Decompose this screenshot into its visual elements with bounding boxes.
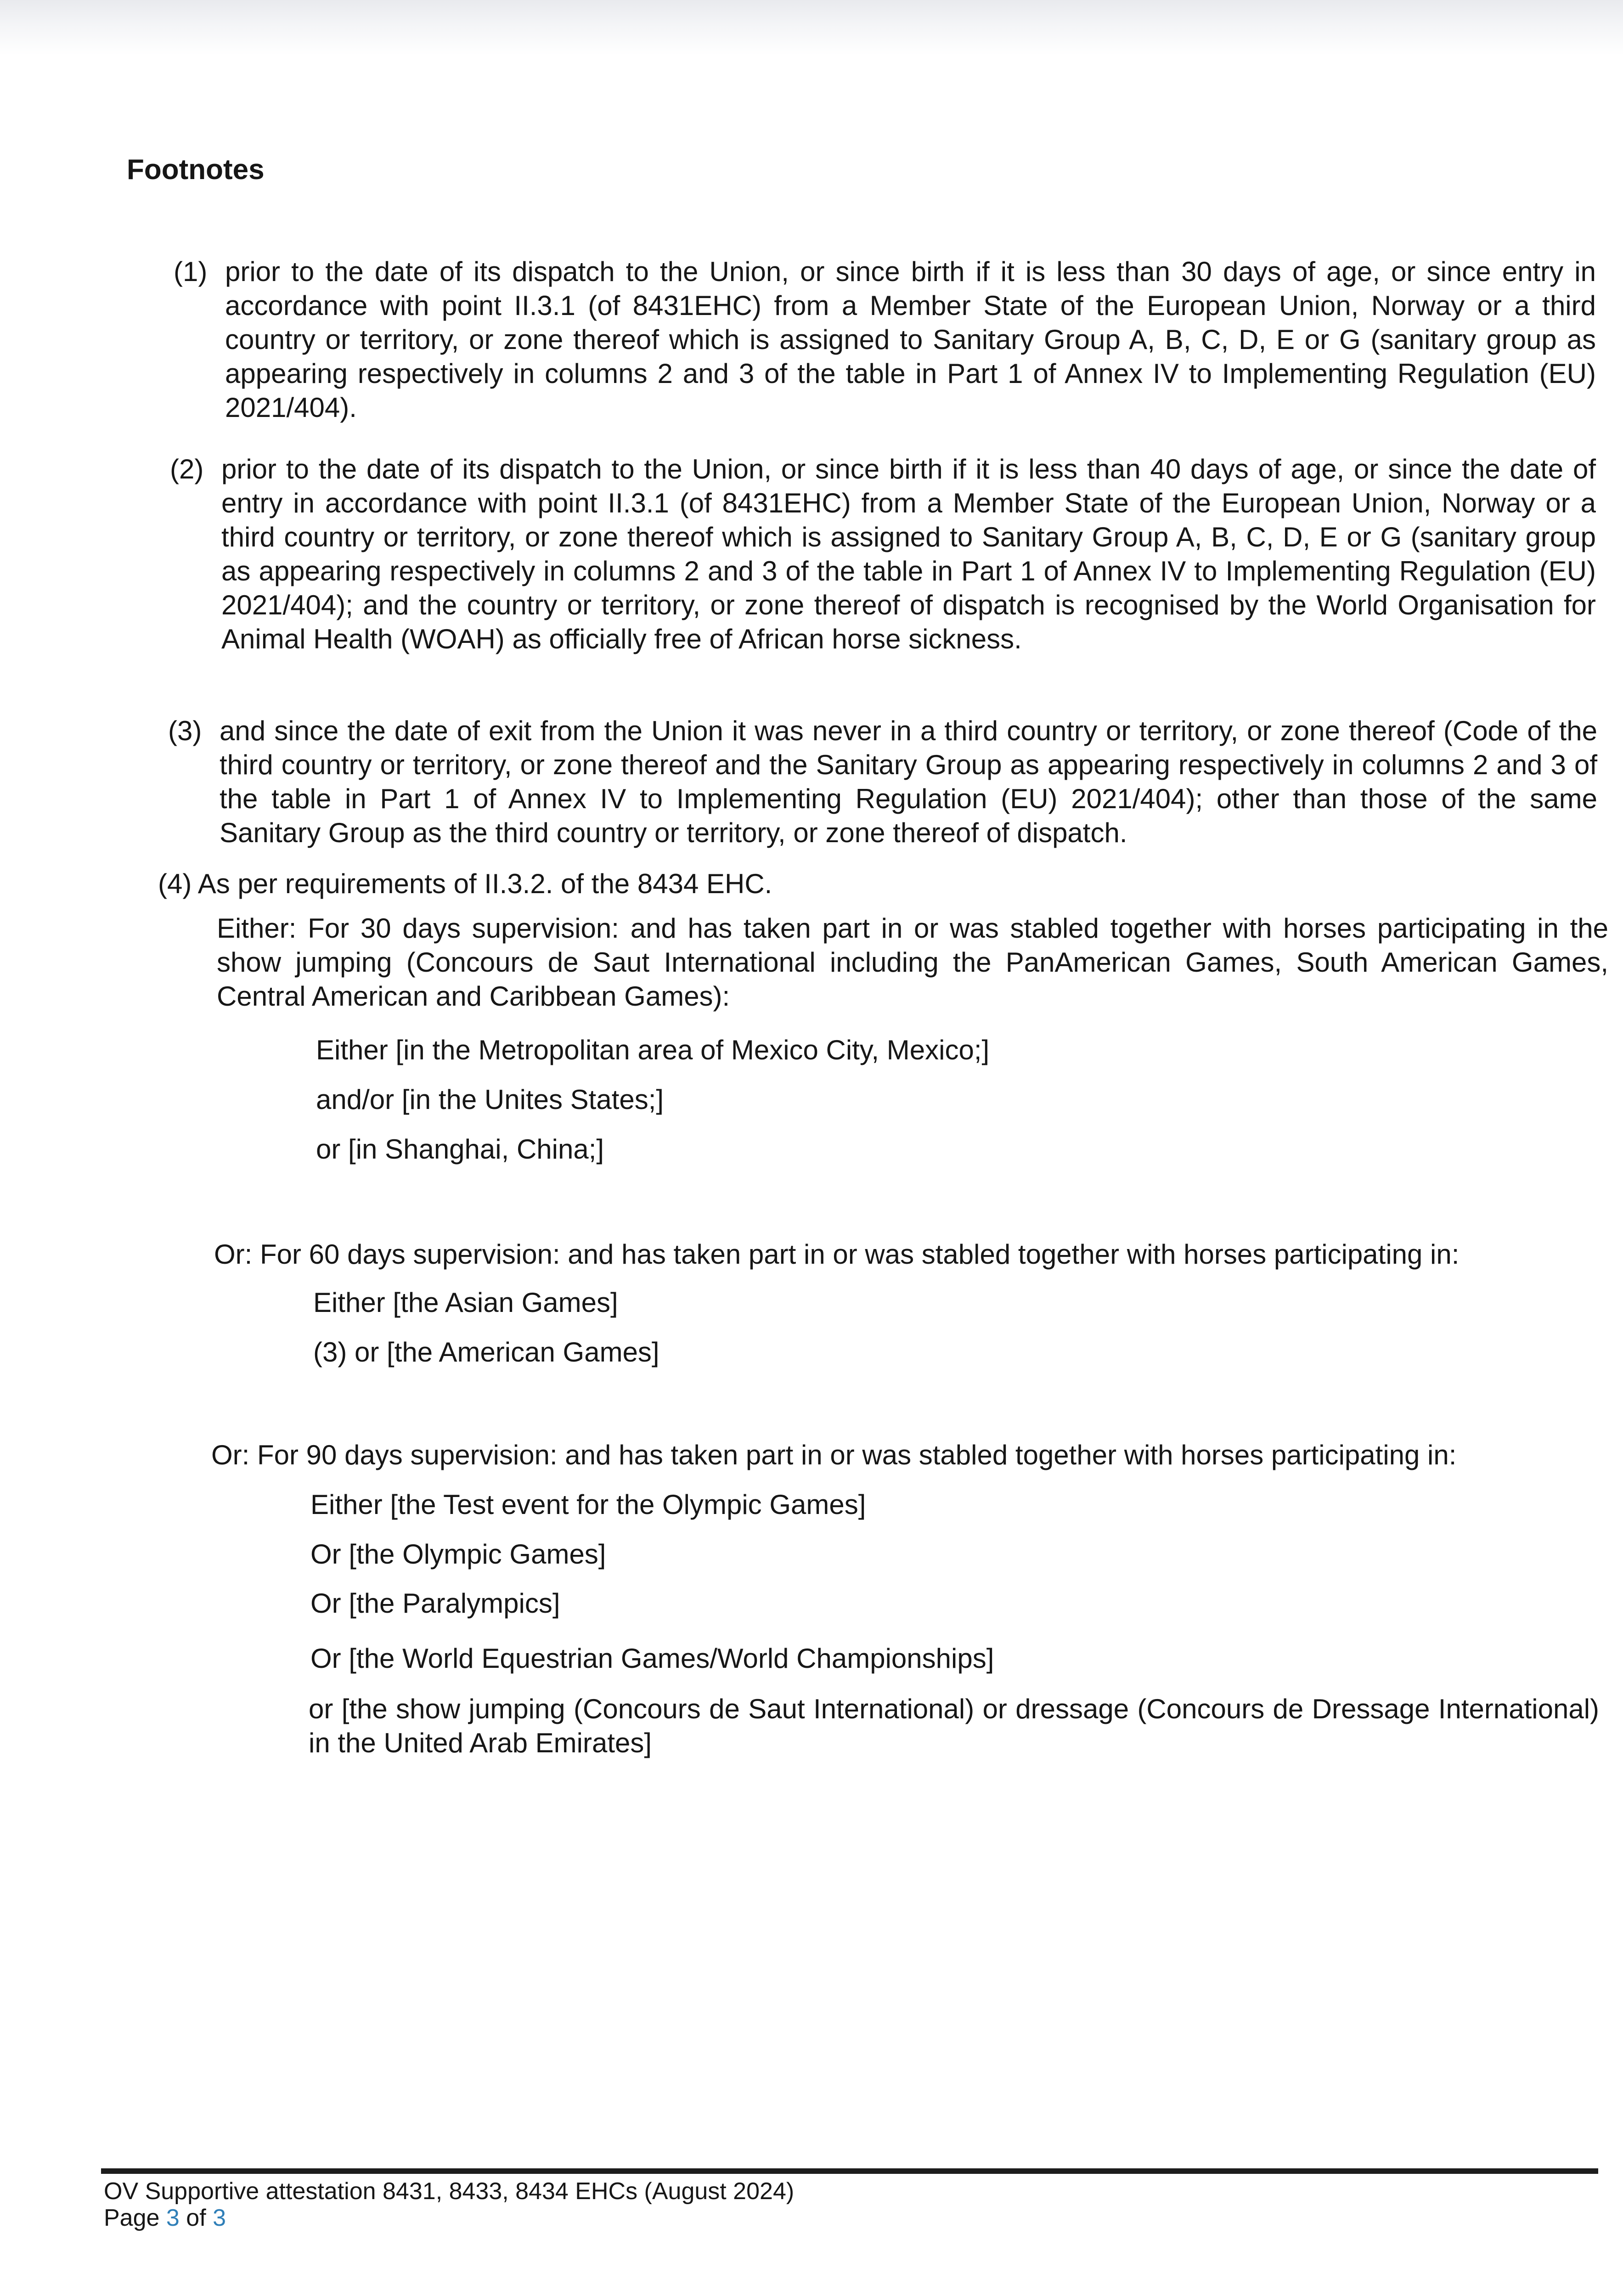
footnote-1 <box>174 255 1596 425</box>
option-90-item-5: or [the show jumping (Concours de Saut International) or dressage (Concours de Dressage International) in the United Arab Emirates] <box>309 1694 1599 1758</box>
footnote-2-text: prior to the date of its dispatch to the Union, or since birth if it is less than 40 days of age, or since the date of entry in accordance with point II.3.1 (of 8431EHC) from a Member State of the European Union, Norway or a third country or territory, or zone thereof which is assigned to Sanitary Group A, B, C, D, E or G (sanitary group as appearing respectively in columns 2 and 3 of the table in Part 1 of Annex IV to Implementing Regulation (EU) 2021/404); and the country or territory, or zone thereof of dispatch is recognised by the World Organisation for Animal Health (WOAH) as officially free of African horse sickness. <box>221 454 1596 654</box>
footnote-1-text: prior to the date of its dispatch to the Union, or since birth if it is less than 30 days of age, or since entry in accordance with point II.3.1 (of 8431EHC) from a Member State of the European Union, Norway or a third country or territory, or zone thereof which is assigned to Sanitary Group A, B, C, D, E or G (sanitary group as appearing respectively in columns 2 and 3 of the table in Part 1 of Annex IV to Implementing Regulation (EU) 2021/404). <box>225 256 1596 423</box>
scan-shading <box>0 0 1623 55</box>
footer-page-current: 3 <box>166 2205 180 2231</box>
option-30-item-3: or [in Shanghai, China;] <box>316 1134 604 1165</box>
option-90-item-1: Either [the Test event for the Olympic Games] <box>310 1489 866 1520</box>
option-90-item-4: Or [the World Equestrian Games/World Championships] <box>310 1643 994 1674</box>
option-90-item-3: Or [the Paralympics] <box>310 1588 560 1619</box>
option-30-item-1: Either [in the Metropolitan area of Mexico City, Mexico;] <box>316 1035 990 1065</box>
footer-page-of: of <box>186 2205 206 2231</box>
option-60-days-intro: Or: For 60 days supervision: and has taken part in or was stabled together with horses participating in: <box>214 1239 1460 1270</box>
footnote-3 <box>168 714 1597 850</box>
footer-page-prefix: Page <box>104 2205 160 2231</box>
footnote-2 <box>170 452 1596 656</box>
option-60-item-1: Either [the Asian Games] <box>313 1287 618 1318</box>
option-30-item-2: and/or [in the Unites States;] <box>316 1084 664 1115</box>
footer-page-number <box>104 2204 226 2232</box>
footer-document-title: OV Supportive attestation 8431, 8433, 8434 EHCs (August 2024) <box>104 2178 795 2205</box>
option-90-days-intro: Or: For 90 days supervision: and has taken part in or was stabled together with horses participating in: <box>211 1440 1457 1470</box>
footer-divider <box>101 2168 1598 2174</box>
footnote-3-text: and since the date of exit from the Union it was never in a third country or territory, or zone thereof (Code of the third country or territory, or zone thereof and the Sanitary Group as appearing respectively in columns 2 and 3 of the table in Part 1 of Annex IV to Implementing Regulation (EU) 2021/404); other than those of the same Sanitary Group as the third country or territory, or zone thereof of dispatch. <box>220 715 1597 848</box>
footnote-3-number: (3) <box>168 715 202 746</box>
option-60-item-2: (3) or [the American Games] <box>313 1337 659 1367</box>
footnote-2-number: (2) <box>170 454 204 484</box>
option-30-days-intro: Either: For 30 days supervision: and has taken part in or was stabled together with horses participating in the show jumping (Concours de Saut International including the PanAmerican Games, South American Games, Central American and Caribbean Games): <box>217 913 1608 1012</box>
footnotes-heading: Footnotes <box>127 154 265 186</box>
footnote-4-title: (4) As per requirements of II.3.2. of the 8434 EHC. <box>158 868 772 899</box>
option-90-item-2: Or [the Olympic Games] <box>310 1539 606 1570</box>
footnote-1-number: (1) <box>174 256 208 287</box>
footer-page-total: 3 <box>213 2205 226 2231</box>
